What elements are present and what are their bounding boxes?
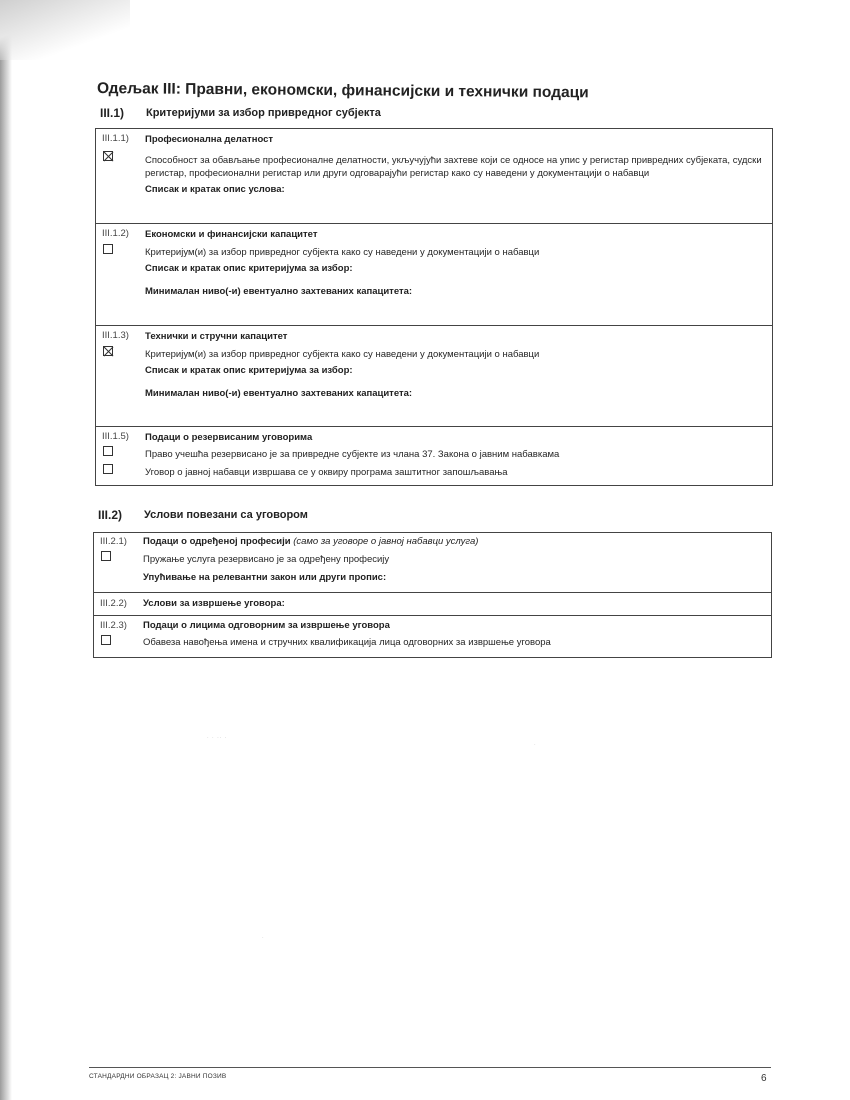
item-label: Списак и кратак опис услова: <box>145 184 285 195</box>
item-title: Подаци о резервисаним уговорима <box>145 432 313 443</box>
item-responsible-staff <box>94 615 771 659</box>
option-label: Обавеза навођења имена и стручних квалификација лица одговорних за извршење уговора <box>143 637 551 648</box>
item-code: III.1.2) <box>102 228 129 239</box>
item-contract-performance <box>94 592 771 617</box>
item-code: III.2.2) <box>100 598 127 609</box>
item-description: Критеријум(и) за избор привредног субјекта како су наведени у документацији о набавци <box>145 349 540 360</box>
scan-shadow <box>0 0 12 1100</box>
section-1-number: III.1) <box>100 106 125 120</box>
item-code: III.1.3) <box>102 330 129 341</box>
item-economic-capacity <box>96 223 772 327</box>
item-title: Подаци о лицима одговорним за извршење уговора <box>143 620 390 631</box>
checkbox-sheltered-employment[interactable] <box>103 464 113 474</box>
item-title <box>143 536 478 549</box>
item-professional-activity <box>96 129 772 224</box>
checkbox-professional-activity[interactable] <box>103 151 113 161</box>
footer-divider <box>89 1067 771 1068</box>
item-code: III.2.1) <box>100 536 127 547</box>
item-label: Минималан ниво(-и) евентуално захтеваних капацитета: <box>145 286 413 297</box>
item-technical-capacity <box>96 325 772 428</box>
page-number: 6 <box>761 1073 767 1084</box>
section-2-number: III.2) <box>98 508 123 522</box>
checkbox-economic-capacity[interactable] <box>103 244 113 254</box>
item-title: Економски и финансијски капацитет <box>145 229 318 240</box>
page-title: Одељак III: Правни, економски, финансијски и технички подаци <box>96 80 589 102</box>
option-label: Право учешћа резервисано је за привредне субјекте из члана 37. Закона о јавним набавкама <box>145 449 560 460</box>
item-label: Упућивање на релевантни закон или други пропис: <box>143 572 387 583</box>
checkbox-technical-capacity[interactable] <box>103 346 113 356</box>
checkbox-reserved-participation[interactable] <box>103 446 113 456</box>
item-reserved-contracts <box>96 426 772 487</box>
option-label: Уговор о јавној набавци извршава се у оквиру програма заштитног запошљавања <box>145 467 508 478</box>
item-description: Способност за обављање професионалне делатности, укључујући захтеве који се односе на упис у регистар привредних субјеката, судски регистар, професионални регистар или други одговарајући регистар како су наведени у документацији о набавци <box>145 155 762 179</box>
item-code: III.1.5) <box>102 431 129 442</box>
item-code: III.1.1) <box>102 133 129 144</box>
item-title: Услови за извршење уговора: <box>143 598 285 609</box>
item-label: Списак и кратак опис критеријума за избор: <box>145 365 353 376</box>
footer-label: СТАНДАРДНИ ОБРАЗАЦ 2: ЈАВНИ ПОЗИВ <box>89 1073 227 1080</box>
option-label: Пружање услуга резервисано је за одређену професију <box>143 554 390 565</box>
scan-speck: · <box>262 935 265 941</box>
item-title-text: Подаци о одређеној професији <box>143 536 291 547</box>
section-1-title: Критеријуми за избор привредног субјекта <box>146 107 381 119</box>
item-title-note: (само за уговоре о јавној набавци услуга) <box>293 536 479 547</box>
section-1-box <box>95 128 773 486</box>
item-label: Минималан ниво(-и) евентуално захтеваних капацитета: <box>145 388 413 399</box>
item-code: III.2.3) <box>100 620 127 631</box>
section-2-box <box>93 532 772 658</box>
scan-speck: · <box>534 742 537 748</box>
scan-speck: · · ·· · <box>207 735 228 741</box>
scan-corner-shadow <box>0 0 130 60</box>
item-title: Професионална делатност <box>145 134 274 145</box>
checkbox-specific-profession[interactable] <box>101 551 111 561</box>
checkbox-responsible-staff[interactable] <box>101 635 111 645</box>
section-2-title: Услови повезани са уговором <box>144 509 308 521</box>
item-label: Списак и кратак опис критеријума за избор: <box>145 263 353 274</box>
item-title: Технички и стручни капацитет <box>145 331 288 342</box>
item-specific-profession <box>94 533 771 593</box>
item-description: Критеријум(и) за избор привредног субјекта како су наведени у документацији о набавци <box>145 247 540 258</box>
